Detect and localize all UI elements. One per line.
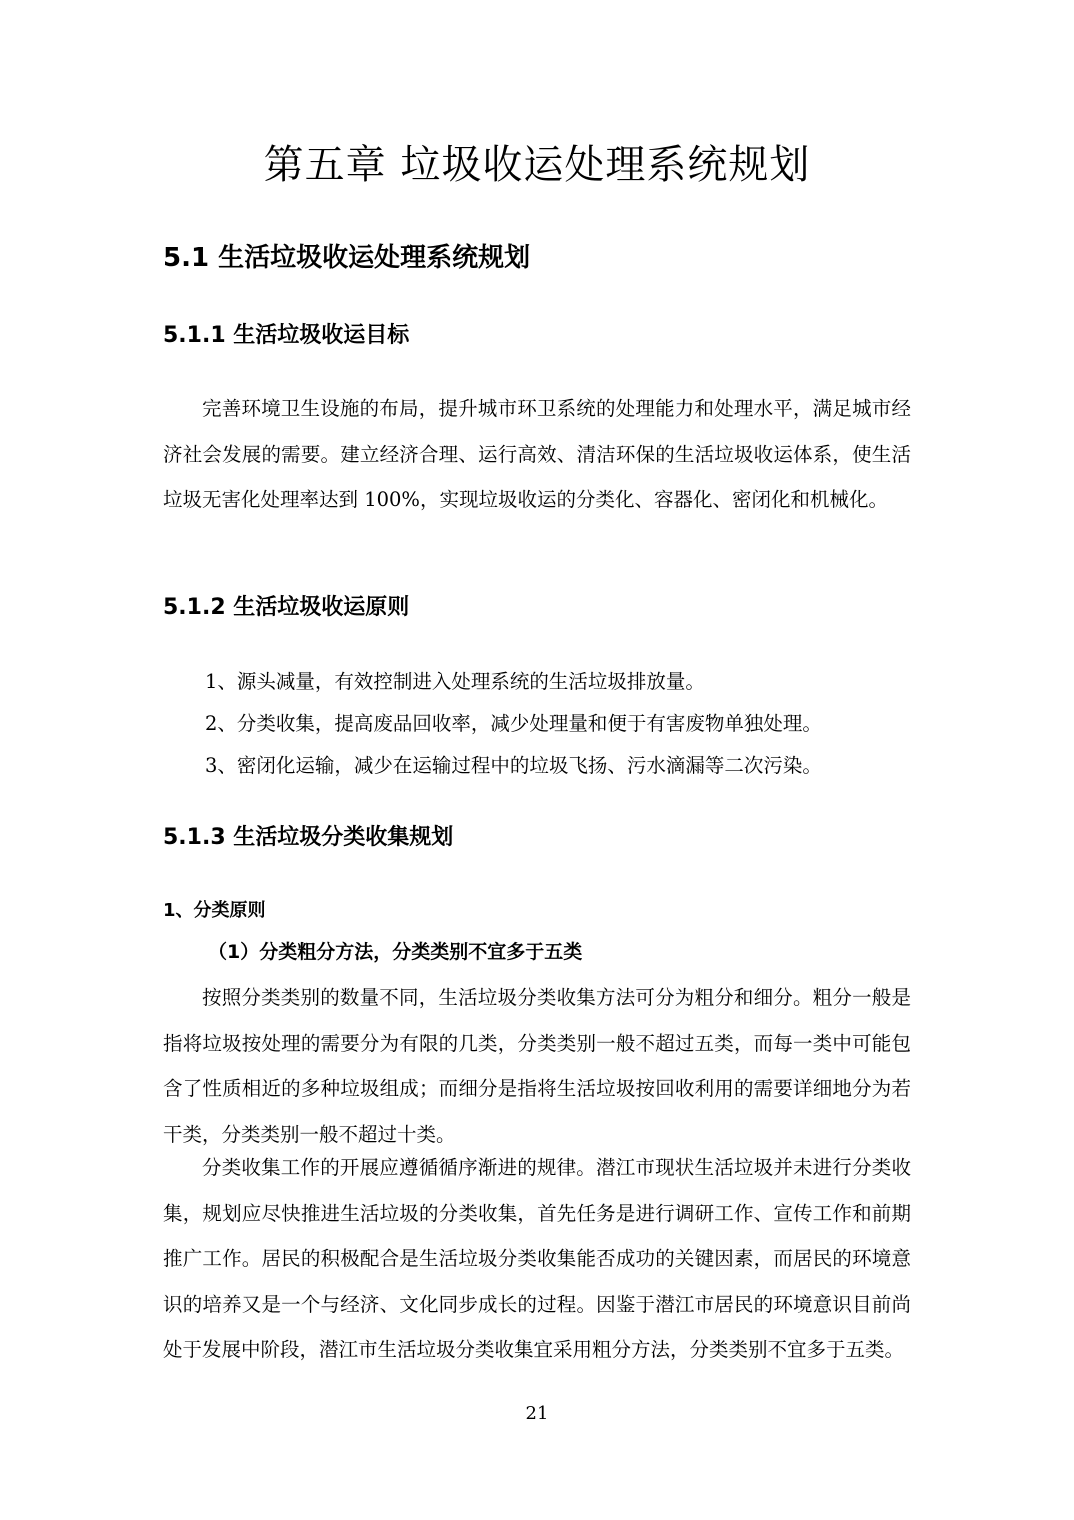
section-5-1-1-paragraph: 完善环境卫生设施的布局，提升城市环卫系统的处理能力和处理水平，满足城市经济社会发展的需要。建立经济合理、运行高效、清洁环保的生活垃圾收运体系，使生活垃圾无害化处理率达到 100%，实现垃圾收运的分类化、容器化、密闭化和机械化。 <box>163 397 911 511</box>
section-5-1-2-heading: 5.1.2 生活垃圾收运原则 <box>163 595 410 620</box>
principle-item-2: 2、分类收集，提高废品回收率，减少处理量和便于有害废物单独处理。 <box>205 712 822 735</box>
section-5-1-1-heading: 5.1.1 生活垃圾收运目标 <box>163 323 410 348</box>
classification-paragraph-2: 分类收集工作的开展应遵循循序渐进的规律。潜江市现状生活垃圾并未进行分类收集，规划应尽快推进生活垃圾的分类收集，首先任务是进行调研工作、宣传工作和前期推广工作。居民的积极配合是生活垃圾分类收集能否成功的关键因素，而居民的环境意识的培养又是一个与经济、文化同步成长的过程。因鉴于潜江市居民的环境意识目前尚处于发展中阶段，潜江市生活垃圾分类收集宜采用粗分方法，分类类别不宜多于五类。 <box>163 1156 911 1361</box>
page-number: 21 <box>525 1403 549 1424</box>
classification-paragraph-1: 按照分类类别的数量不同，生活垃圾分类收集方法可分为粗分和细分。粗分一般是指将垃圾按处理的需要分为有限的几类，分类类别一般不超过五类，而每一类中可能包含了性质相近的多种垃圾组成；而细分是指将生活垃圾按回收利用的需要详细地分为若干类，分类类别一般不超过十类。 <box>163 986 911 1146</box>
principle-item-3: 3、密闭化运输，减少在运输过程中的垃圾飞扬、污水滴漏等二次污染。 <box>205 754 822 777</box>
chapter-title: 第五章 垃圾收运处理系统规划 <box>263 142 811 188</box>
principle-item-1: 1、源头减量，有效控制进入处理系统的生活垃圾排放量。 <box>205 670 705 693</box>
classification-principle-heading: 1、分类原则 <box>163 900 266 921</box>
section-5-1-heading: 5.1 生活垃圾收运处理系统规划 <box>163 243 531 273</box>
coarse-classification-heading: （1）分类粗分方法，分类类别不宜多于五类 <box>208 941 583 963</box>
section-5-1-3-heading: 5.1.3 生活垃圾分类收集规划 <box>163 825 454 850</box>
